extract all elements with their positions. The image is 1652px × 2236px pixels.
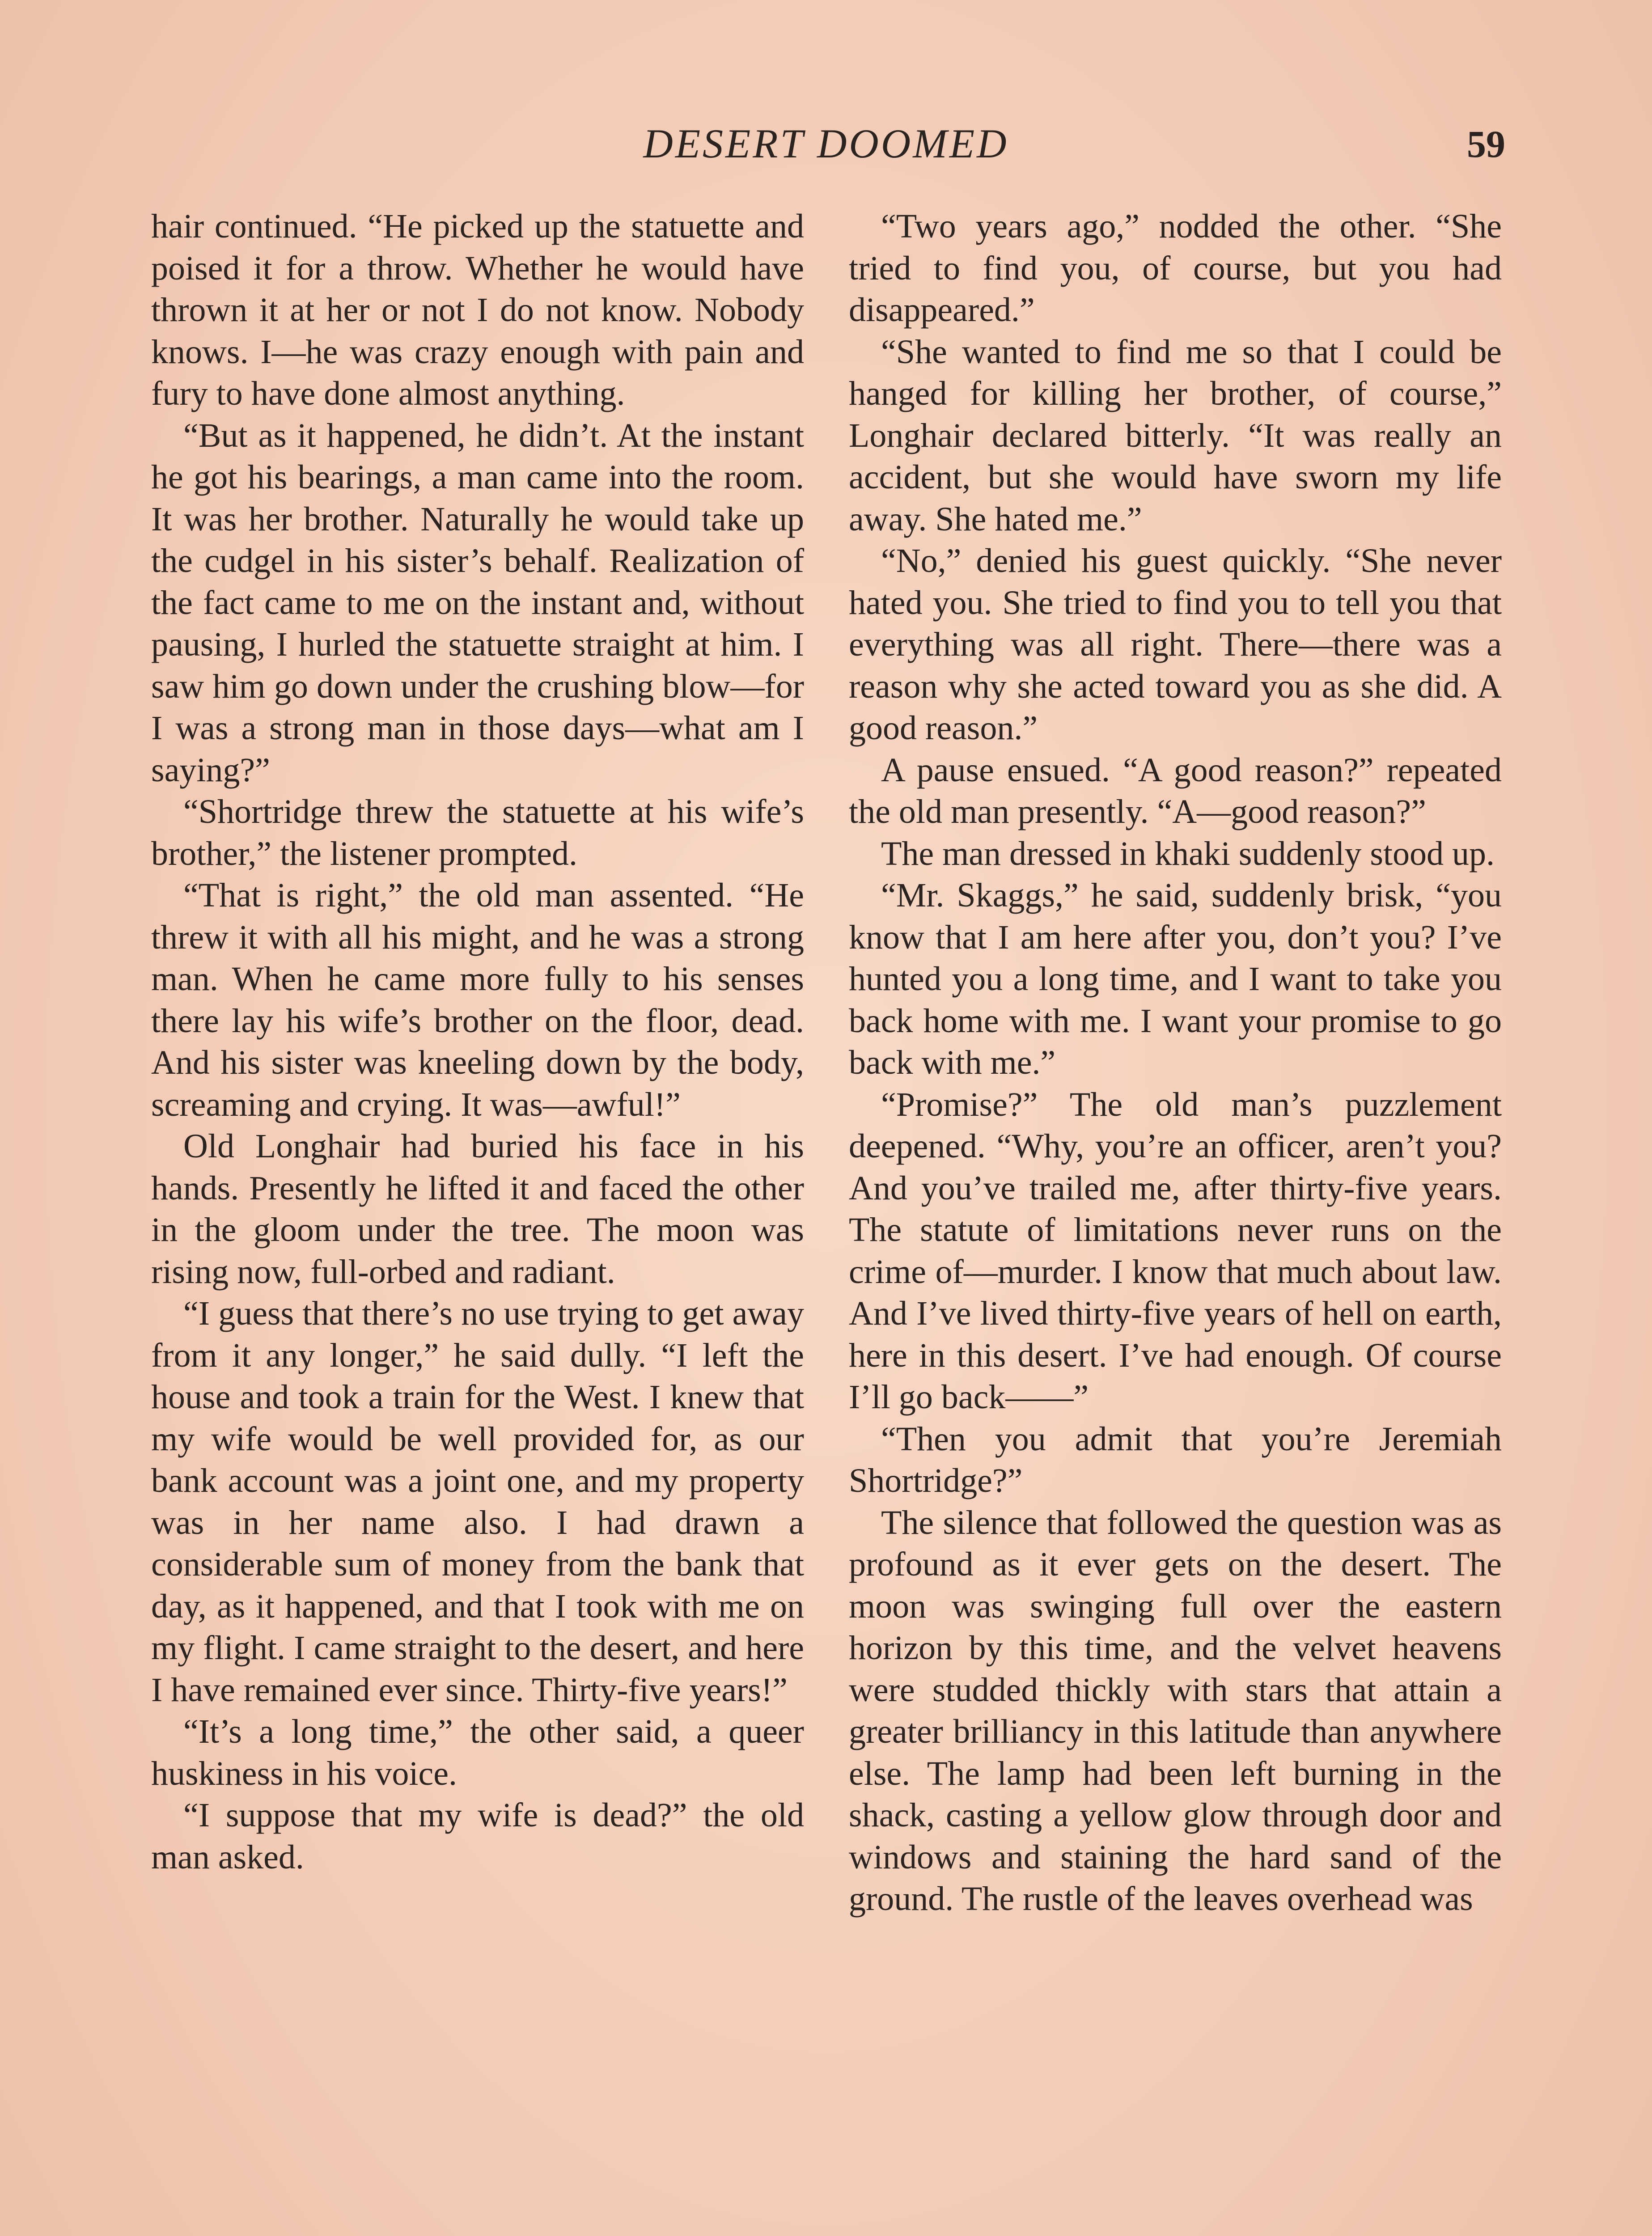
paragraph: Old Longhair had buried his face in his hands. Presently he lifted it and faced the other in the gloom under the tree. The moon was rising now, full-orbed and radiant. (151, 1127, 804, 1291)
paragraph: “Mr. Skaggs,” he said, suddenly brisk, “you know that I am here after you, don’t you? I’ve hunted you a long time, and I want to take you back home with me. I want your promise to go back with me.” (849, 877, 1502, 1081)
paragraph: “I suppose that my wife is dead?” the old man asked. (151, 1796, 804, 1876)
paragraph: “That is right,” the old man assented. “He threw it with all his might, and he was a strong man. When he came more fully to his senses there lay his wife’s brother on the floor, dead. And his sister was kneeling down by the body, screaming and crying. It was—awful!” (151, 877, 804, 1123)
paragraph: The silence that followed the question was as profound as it ever gets on the desert. The moon was swinging full over the eastern horizon by this time, and the velvet heavens were studded thickly with stars that attain a greater brilliancy in this latitude than anywhere else. The lamp had been left burning in the shack, casting a yellow glow through door and windows and staining the hard sand of the ground. The rustle of the leaves overhead was (849, 1503, 1502, 1918)
page-number: 59 (1467, 123, 1505, 165)
paragraph: “It’s a long time,” the other said, a queer huskiness in his voice. (151, 1713, 804, 1792)
paragraph: The man dressed in khaki suddenly stood up. (881, 834, 1495, 872)
paragraph: “Shortridge threw the statuette at his wife’s brother,” the listener prompted. (151, 793, 804, 872)
paragraph: “I guess that there’s no use trying to get away from it any longer,” he said dully. “I left the house and took a train for the West. I knew that my wife would be well provided for, as our bank account was a joint one, and my property was in her name also. I had drawn a considerable sum of money from the bank that day, as it happened, and that I took with me on my flight. I came straight to the desert, and here I have remained ever since. Thirty-five years!” (151, 1295, 804, 1709)
paragraph: “She wanted to find me so that I could be hanged for killing her brother, of course,” Longhair declared bitterly. “It was really an accident, but she would have sworn my life away. She hated me.” (849, 333, 1502, 538)
left-column (151, 206, 804, 1878)
paragraph: “Promise?” The old man’s puzzlement deepened. “Why, you’re an officer, aren’t you? And you’ve trailed me, after thirty-five years. The statute of limitations never runs on the crime of—murder. I know that much about law. And I’ve lived thirty-five years of hell on earth, here in this desert. I’ve had enough. Of course I’ll go back——” (849, 1085, 1502, 1416)
running-title: DESERT DOOMED (643, 121, 1009, 166)
right-column (849, 206, 1502, 1920)
paragraph: hair continued. “He picked up the statuette and poised it for a throw. Whether he would have thrown it at her or not I do not know. Nobody knows. I—he was crazy enough with pain and fury to have done almost anything. (151, 208, 804, 412)
paragraph: “No,” denied his guest quickly. “She never hated you. She tried to find you to tell you that everything was all right. There—there was a reason why she acted toward you as she did. A good reason.” (849, 542, 1502, 747)
paragraph: “But as it happened, he didn’t. At the instant he got his bearings, a man came into the room. It was her brother. Naturally he would take up the cudgel in his sister’s behalf. Realization of the fact came to me on the instant and, without pausing, I hurled the statuette straight at him. I saw him go down under the crushing blow—for I was a strong man in those days—what am I saying?” (151, 416, 804, 789)
paragraph: A pause ensued. “A good reason?” repeated the old man presently. “A—good reason?” (849, 751, 1502, 830)
paragraph: “Two years ago,” nodded the other. “She tried to find you, of course, but you had disappeared.” (849, 208, 1502, 329)
paragraph: “Then you admit that you’re Jeremiah Shortridge?” (849, 1420, 1502, 1499)
